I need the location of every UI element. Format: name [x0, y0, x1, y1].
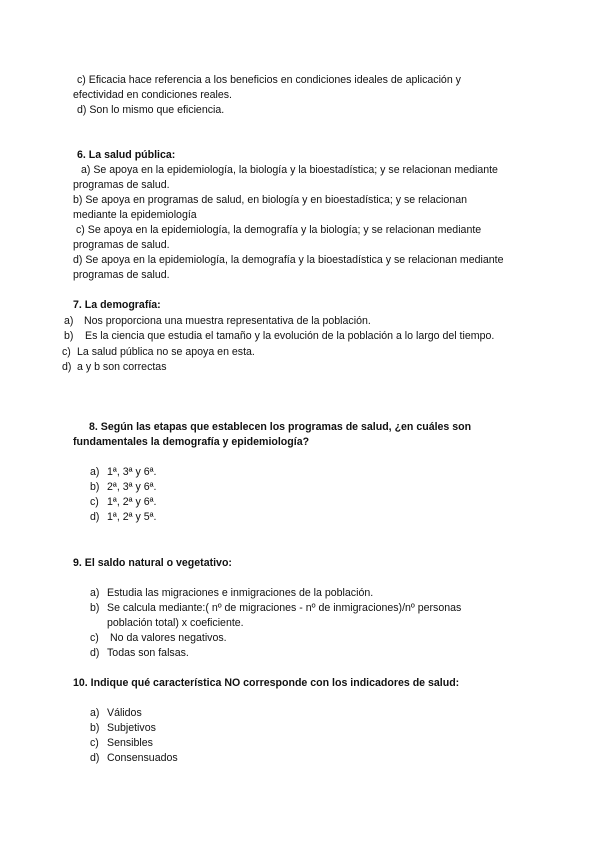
option-text: 1ª, 3ª y 6ª. [107, 466, 157, 478]
q7-option-b [64, 330, 494, 343]
q10-option-d [90, 752, 178, 765]
option-text: Sensibles [107, 737, 153, 749]
option-text: No da valores negativos. [110, 632, 227, 644]
q8-option-a [90, 466, 156, 479]
option-text: Todas son falsas. [107, 647, 189, 659]
q5-option-c-line2: efectividad en condiciones reales. [73, 89, 233, 101]
option-label: b) [64, 330, 74, 342]
option-label: b) [90, 722, 100, 734]
q6-option-c-line1: c) Se apoya en la epidemiología, la demografía y la biología; y se relacionan mediante [76, 224, 482, 236]
q6-option-a-line2: programas de salud. [73, 179, 170, 191]
q10-title: 10. Indique qué característica NO corresponde con los indicadores de salud: [73, 677, 460, 689]
q8-option-b [90, 481, 156, 494]
option-text: 2ª, 3ª y 6ª. [107, 481, 157, 493]
q6-option-b-line1: b) Se apoya en programas de salud, en biología y en bioestadística; y se relacionan [73, 194, 467, 206]
q6-option-d-line2: programas de salud. [73, 269, 170, 281]
option-label: c) [90, 737, 99, 749]
option-label: b) [90, 481, 100, 493]
q8-title-line2: fundamentales la demografía y epidemiología? [73, 436, 310, 448]
option-text: Se calcula mediante:( nº de migraciones - nº de inmigraciones)/nº personas [107, 602, 462, 614]
q6-option-a-line1: a) Se apoya en la epidemiología, la biología y la bioestadística; y se relacionan mediante [81, 164, 498, 176]
q9-option-c [90, 632, 227, 645]
q6-option-b-line2: mediante la epidemiología [73, 209, 197, 221]
option-label: d) [90, 647, 100, 659]
q9-option-b-line2 [107, 617, 244, 630]
q9-option-b [90, 602, 461, 615]
q7-option-c [62, 346, 255, 359]
q5-option-d: d) Son lo mismo que eficiencia. [77, 104, 225, 116]
q7-option-d [62, 361, 167, 374]
q10-option-a [90, 707, 142, 720]
q8-title-line1: 8. Según las etapas que establecen los programas de salud, ¿en cuáles son [89, 421, 472, 433]
option-text: Nos proporciona una muestra representativa de la población. [84, 315, 371, 327]
q9-option-a [90, 587, 373, 600]
option-label: c) [90, 496, 99, 508]
q6-option-d-line1: d) Se apoya en la epidemiología, la demografía y la bioestadística y se relacionan mediante [73, 254, 504, 266]
option-text: Es la ciencia que estudia el tamaño y la evolución de la población a lo largo del tiempo. [85, 330, 495, 342]
option-label: a) [90, 707, 100, 719]
q9-option-d [90, 647, 189, 660]
q6-title: 6. La salud pública: [77, 149, 176, 161]
option-label: a) [90, 466, 100, 478]
option-label: a) [64, 315, 74, 327]
q8-option-d [90, 511, 156, 524]
option-label: d) [90, 511, 100, 523]
q9-title: 9. El saldo natural o vegetativo: [73, 557, 232, 569]
option-text: Estudia las migraciones e inmigraciones de la población. [107, 587, 374, 599]
q8-option-c [90, 496, 156, 509]
option-text: 1ª, 2ª y 6ª. [107, 496, 157, 508]
option-text: población total) x coeficiente. [107, 617, 244, 629]
q5-option-c-line1: c) Eficacia hace referencia a los beneficios en condiciones ideales de aplicación y [77, 74, 461, 86]
q7-option-a [64, 315, 371, 328]
q7-title: 7. La demografía: [73, 299, 161, 311]
option-label: a) [90, 587, 100, 599]
q10-option-b [90, 722, 156, 735]
option-text: Consensuados [107, 752, 178, 764]
q6-option-c-line2: programas de salud. [73, 239, 170, 251]
option-text: 1ª, 2ª y 5ª. [107, 511, 157, 523]
option-label: c) [90, 632, 99, 644]
option-text: a y b son correctas [77, 361, 167, 373]
option-text: Subjetivos [107, 722, 156, 734]
option-text: Válidos [107, 707, 142, 719]
option-text: La salud pública no se apoya en esta. [77, 346, 255, 358]
option-label: d) [62, 361, 72, 373]
option-label: d) [90, 752, 100, 764]
q10-option-c [90, 737, 153, 750]
option-label: c) [62, 346, 71, 358]
option-label: b) [90, 602, 100, 614]
